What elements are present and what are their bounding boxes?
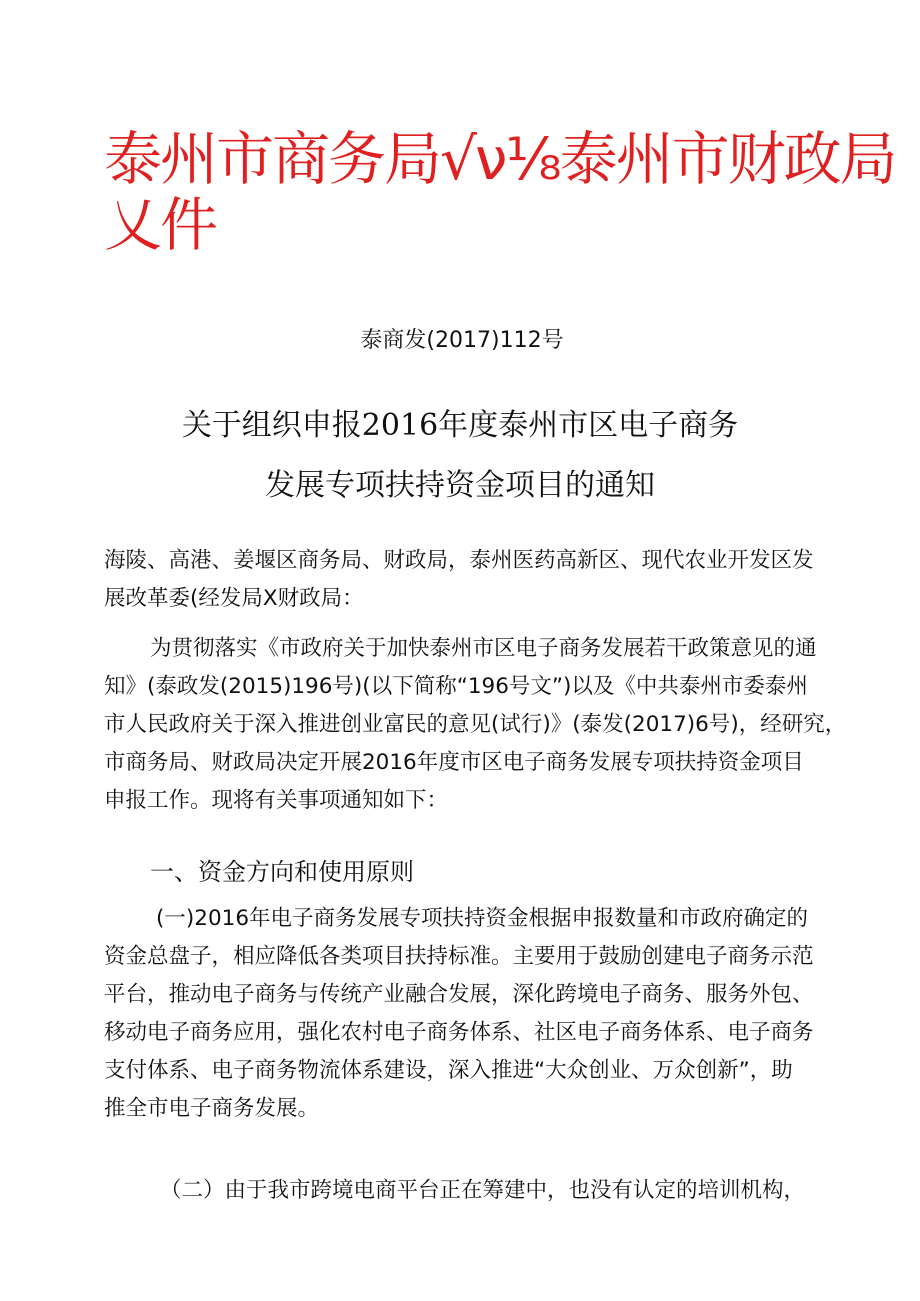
s1p1-line-3: 平台，推动电子商务与传统产业融合发展，深化跨境电子商务、服务外包、	[104, 982, 814, 1007]
intro-line-5: 申报工作。现将有关事项通知如下：	[104, 788, 449, 813]
notice-title-line-2: 发展专项扶持资金项目的通知	[265, 468, 655, 503]
section-1-heading: 一、资金方向和使用原则	[150, 858, 414, 886]
intro-line-1: 为贯彻落实《市政府关于加快泰州市区电子商务发展若干政策意见的通	[150, 636, 817, 661]
section-1-paragraph-1	[104, 900, 824, 1128]
document-number	[0, 326, 920, 356]
addressee-line-1: 海陵、高港、姜堰区商务局、财政局，泰州医药高新区、现代农业开发区发	[104, 548, 814, 573]
masthead-line-2: 乂件	[104, 191, 217, 259]
addressee-line-2: 展改革委(经发局X财政局：	[104, 586, 364, 611]
intro-line-3: 市人民政府关于深入推进创业富民的意见(试行)》(泰发(2017)6号)，经研究，	[104, 712, 847, 737]
s1p1-line-4: 移动电子商务应用，强化农村电子商务体系、社区电子商务体系、电子商务	[104, 1020, 814, 1045]
masthead	[104, 125, 896, 259]
intro-line-4: 市商务局、财政局决定开展2016年度市区电子商务发展专项扶持资金项目	[104, 750, 804, 775]
masthead-line-1: 泰州市商务局√ν⅛泰州市财政局	[104, 125, 896, 193]
document-number-text: 泰商发(2017)112号	[360, 328, 564, 353]
section-1-paragraph-2	[104, 1172, 824, 1210]
s1p1-line-1: (一)2016年电子商务发展专项扶持资金根据申报数量和市政府确定的	[156, 906, 808, 931]
intro-line-2: 知》(泰政发(2015)196号)(以下简称“196号文”)以及《中共泰州市委泰州	[104, 674, 808, 699]
intro-paragraph	[104, 630, 847, 820]
s1p1-line-6: 推全市电子商务发展。	[104, 1096, 320, 1121]
notice-title-line-1: 关于组织申报2016年度泰州市区电子商务	[181, 408, 739, 443]
s1p2-line-1: （二）由于我市跨境电商平台正在筹建中，也没有认定的培训机构，	[160, 1178, 806, 1203]
s1p1-line-2: 资金总盘子，相应降低各类项目扶持标准。主要用于鼓励创建电子商务示范	[104, 944, 814, 969]
addressee-block	[104, 542, 824, 618]
s1p1-line-5: 支付体系、电子商务物流体系建设，深入推进“大众创业、万众创新”，助	[104, 1058, 793, 1083]
